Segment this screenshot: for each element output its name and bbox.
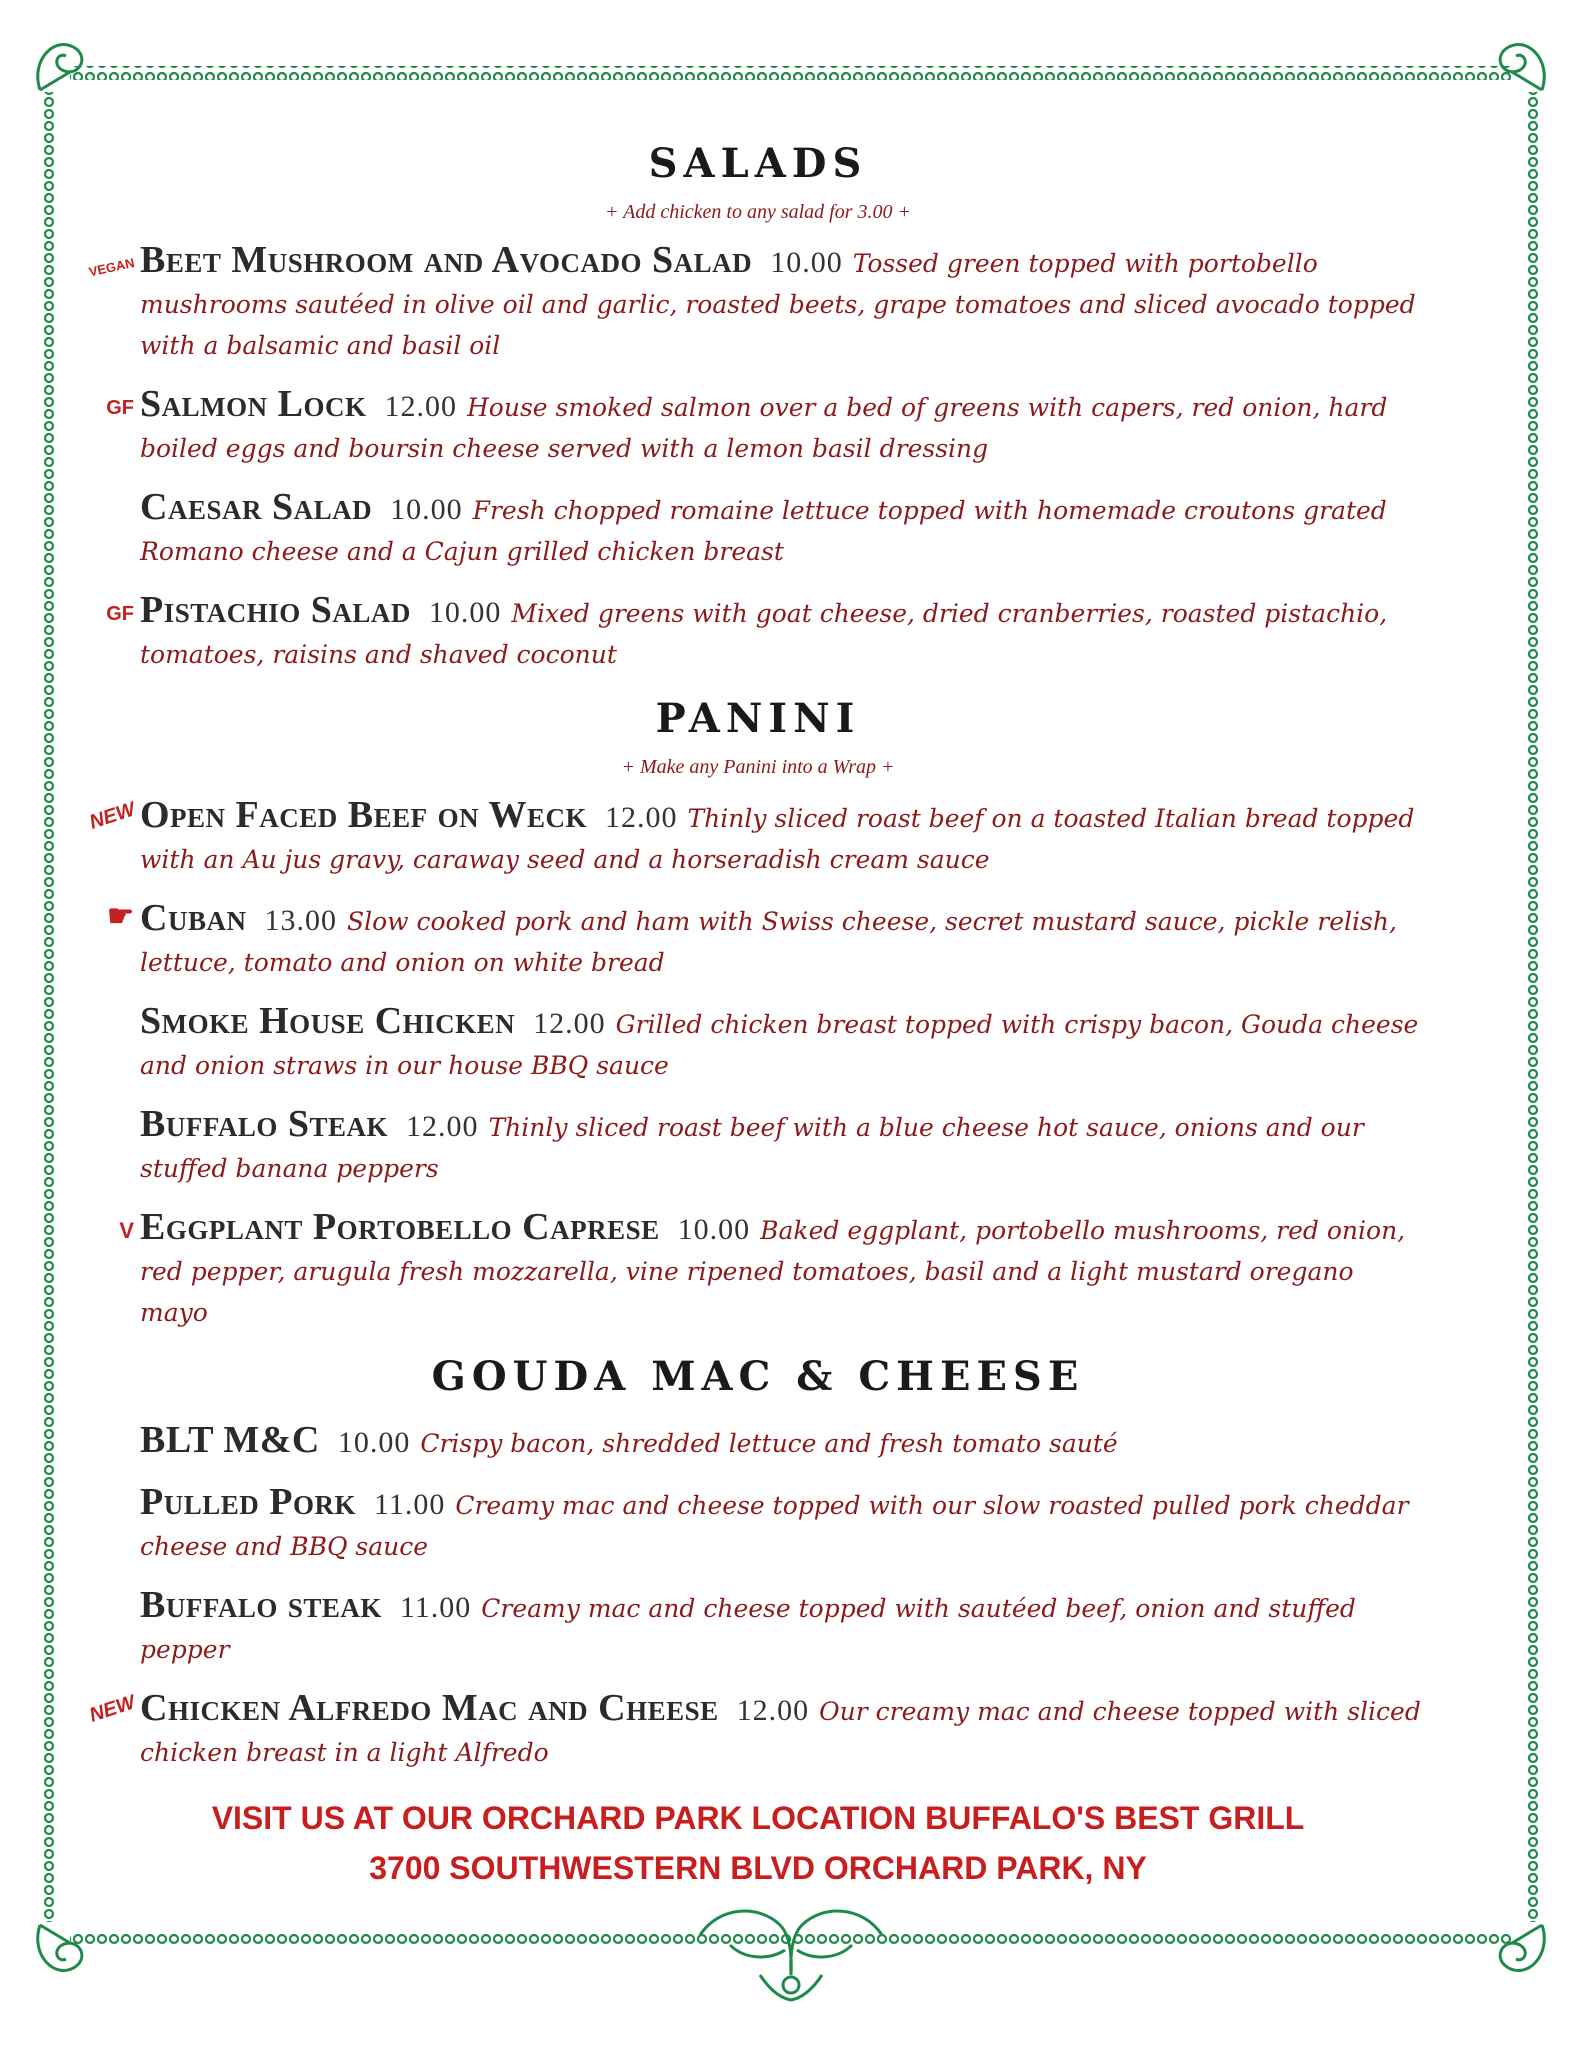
item-description: Baked eggplant, portobello mushrooms, red onion, red pepper, arugula fresh mozzarella, vine ripened tomatoes, basil and a light mustard oregano mayo xyxy=(140,1216,1406,1327)
gluten-free-badge: GF xyxy=(106,603,134,625)
menu-item xyxy=(88,1481,1428,1569)
section-note: + Add chicken to any salad for 3.00 + xyxy=(604,201,912,223)
item-name: Open Faced Beef on Weck xyxy=(140,794,587,836)
item-description: Creamy mac and cheese topped with sautéed beef, onion and stuffed pepper xyxy=(140,1594,1356,1664)
section-title: PANINI xyxy=(655,695,861,742)
location-footer xyxy=(88,1793,1428,1893)
menu-item xyxy=(87,239,1428,368)
item-description: Slow cooked pork and ham with Swiss cheese, secret mustard sauce, pickle relish, lettuce, tomato and onion on white bread xyxy=(140,907,1397,977)
menu-item xyxy=(88,1584,1428,1672)
corner-ornament-bottom-right xyxy=(1500,1925,1544,1971)
menu-item xyxy=(88,1103,1428,1191)
item-price: 11.00 xyxy=(399,1591,472,1624)
item-name: Caesar Salad xyxy=(140,486,373,528)
bottom-center-ornament xyxy=(700,1911,882,2000)
item-description: House smoked salmon over a bed of greens with capers, red onion, hard boiled eggs and boursin cheese served with a lemon basil dressing xyxy=(140,393,1388,463)
section-panini xyxy=(88,695,1428,1335)
item-description: Thinly sliced roast beef on a toasted Italian bread topped with an Au jus gravy, caraway seed and a horseradish cream sauce xyxy=(140,804,1415,874)
vegetarian-badge: V xyxy=(119,1218,134,1243)
footer-line-2: 3700 SOUTHWESTERN BLVD ORCHARD PARK, NY xyxy=(369,1850,1147,1886)
item-name: Chicken Alfredo Mac and Cheese xyxy=(140,1687,719,1729)
item-description: Creamy mac and cheese topped with our slow roasted pulled pork cheddar cheese and BBQ sauce xyxy=(140,1491,1409,1561)
item-price: 13.00 xyxy=(264,904,337,937)
section-mac-and-cheese xyxy=(88,1353,1428,1775)
item-price: 12.00 xyxy=(736,1694,810,1727)
item-price: 10.00 xyxy=(677,1213,751,1246)
item-name: Pistachio Salad xyxy=(140,589,411,631)
item-description: Tossed green topped with portobello mushrooms sautéed in olive oil and garlic, roasted beets, grape tomatoes and sliced avocado topped with a balsamic and basil oil xyxy=(140,249,1416,360)
item-description: Thinly sliced roast beef with a blue cheese hot sauce, onions and our stuffed banana peppers xyxy=(140,1113,1364,1183)
section-note: + Make any Panini into a Wrap + xyxy=(621,756,895,778)
item-name: Beet Mushroom and Avocado Salad xyxy=(140,239,753,281)
item-description: Fresh chopped romaine lettuce topped with homemade croutons grated Romano cheese and a Cajun grilled chicken breast xyxy=(140,496,1387,566)
gluten-free-badge: GF xyxy=(106,397,134,419)
item-name: Eggplant Portobello Caprese xyxy=(140,1206,660,1248)
section-title: SALADS xyxy=(648,140,868,187)
footer-line-1: VISIT US AT OUR ORCHARD PARK LOCATION BUFFALO'S BEST GRILL xyxy=(211,1800,1305,1836)
menu-item xyxy=(88,897,1428,985)
item-price: 10.00 xyxy=(428,596,502,629)
menu-item xyxy=(88,1206,1428,1335)
item-name: Cuban xyxy=(140,897,247,939)
menu-item xyxy=(88,1419,1428,1466)
item-price: 10.00 xyxy=(770,246,843,279)
item-description: Our creamy mac and cheese topped with sliced chicken breast in a light Alfredo xyxy=(140,1697,1421,1767)
item-price: 12.00 xyxy=(406,1110,479,1143)
menu-item xyxy=(88,383,1428,471)
item-description: Mixed greens with goat cheese, dried cranberries, roasted pistachio, tomatoes, raisins and shaved coconut xyxy=(140,599,1388,669)
corner-ornament-bottom-left xyxy=(38,1925,82,1971)
item-name: Smoke House Chicken xyxy=(140,1000,516,1042)
menu-item xyxy=(88,1000,1428,1088)
item-name: Salmon Lock xyxy=(140,383,367,425)
menu-content xyxy=(88,140,1428,1893)
menu-item xyxy=(88,589,1428,677)
item-description: Grilled chicken breast topped with crispy bacon, Gouda cheese and onion straws in our house BBQ sauce xyxy=(140,1010,1419,1080)
item-price: 11.00 xyxy=(373,1488,446,1521)
item-price: 10.00 xyxy=(390,493,463,526)
menu-item xyxy=(86,1687,1428,1775)
vegan-badge: VEGAN xyxy=(87,255,136,280)
new-badge: NEW xyxy=(86,798,138,834)
menu-item xyxy=(88,486,1428,574)
item-description: Crispy bacon, shredded lettuce and fresh tomato sauté xyxy=(420,1429,1118,1458)
item-name: BLT M&C xyxy=(140,1419,320,1461)
new-badge: NEW xyxy=(86,1691,138,1727)
pointing-hand-icon: ☛ xyxy=(107,900,134,933)
item-price: 12.00 xyxy=(533,1007,606,1040)
item-price: 12.00 xyxy=(604,801,678,834)
item-name: Pulled Pork xyxy=(140,1481,356,1523)
section-salads xyxy=(88,140,1428,677)
item-price: 12.00 xyxy=(384,390,457,423)
menu-item xyxy=(86,794,1428,882)
item-name: Buffalo Steak xyxy=(140,1103,388,1145)
item-price: 10.00 xyxy=(337,1426,411,1459)
item-name: Buffalo steak xyxy=(140,1584,382,1626)
section-title: GOUDA MAC & CHEESE xyxy=(431,1353,1085,1400)
